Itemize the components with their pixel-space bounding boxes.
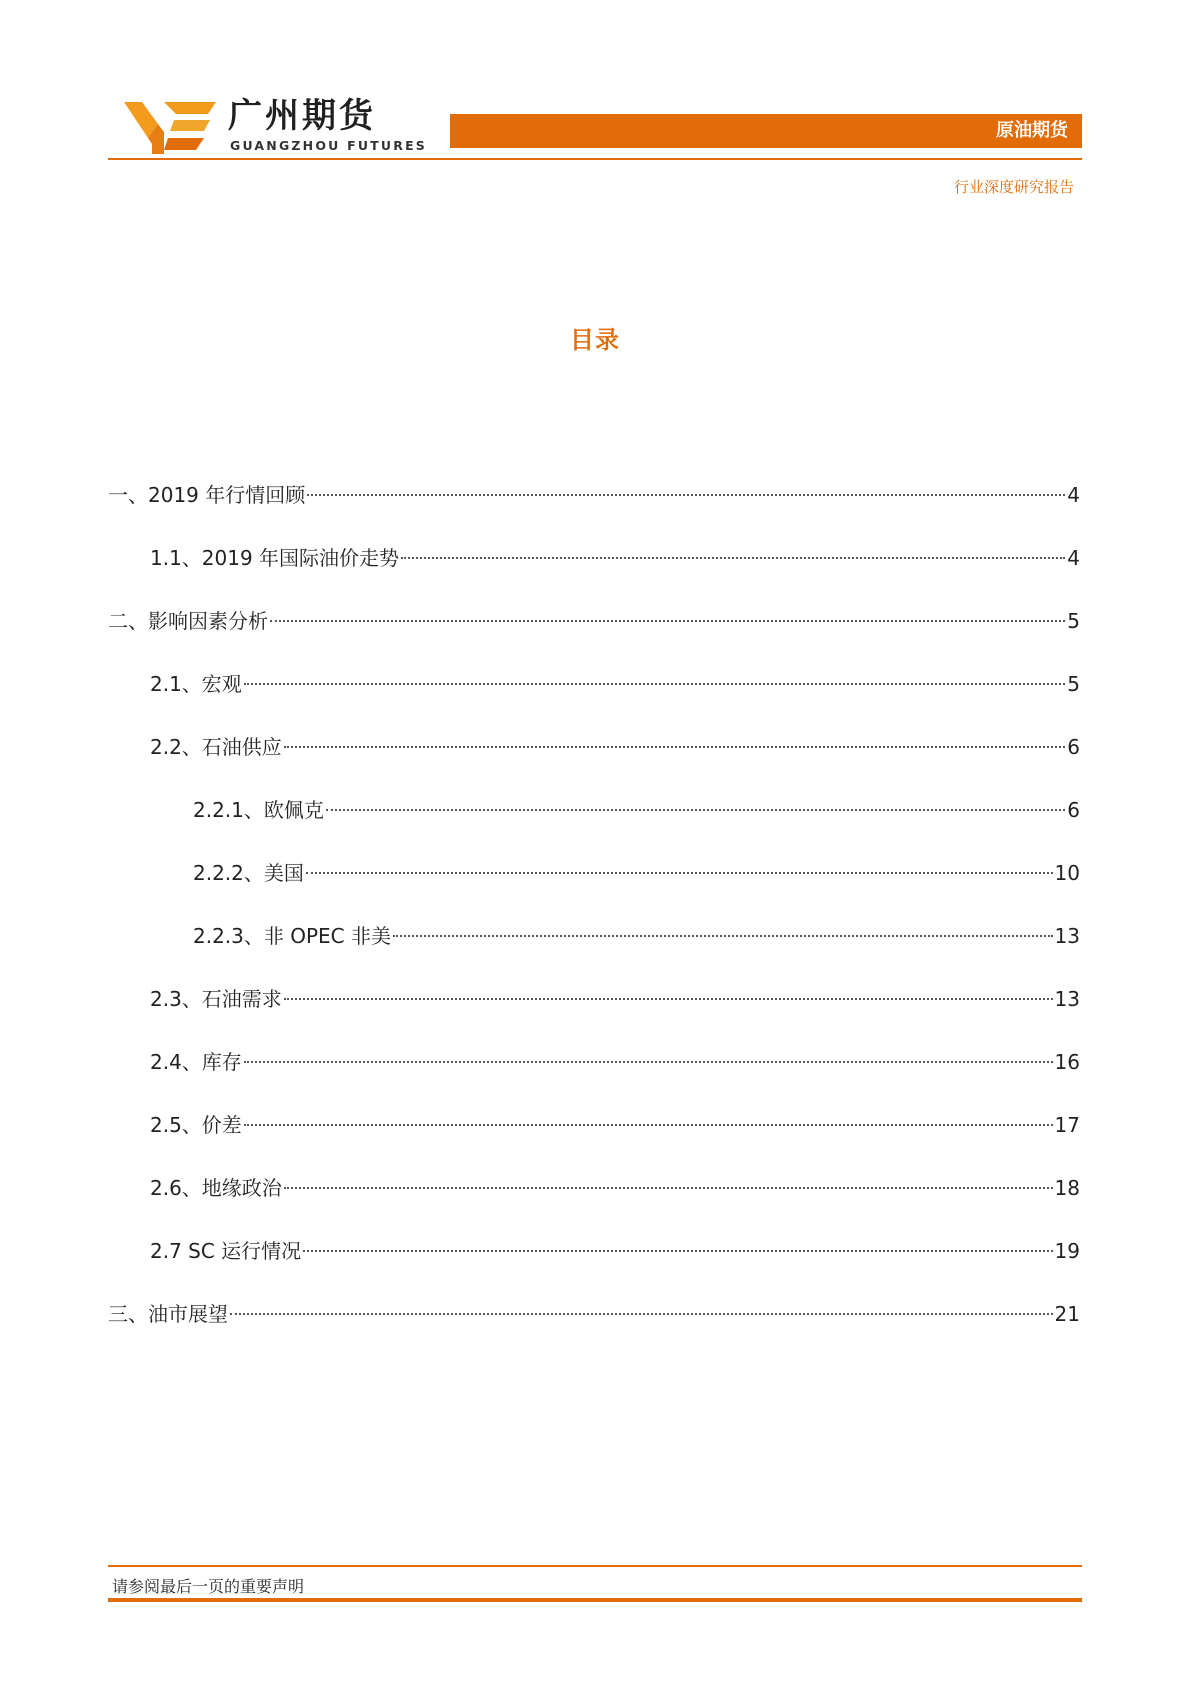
toc-entry-text: 2.1、宏观 xyxy=(150,672,242,696)
toc-entry-text: 2.4、库存 xyxy=(150,1050,242,1074)
toc-entry[interactable] xyxy=(193,920,1080,950)
toc-entry-page: 6 xyxy=(1067,798,1080,822)
toc-entry-page: 13 xyxy=(1054,924,1080,948)
toc-dot-leader xyxy=(230,1313,1053,1315)
toc-entry-page: 18 xyxy=(1054,1176,1080,1200)
yf-logo-icon xyxy=(124,98,216,154)
toc-dot-leader xyxy=(284,1187,1053,1189)
toc-entry-page: 10 xyxy=(1054,861,1080,885)
toc-entry[interactable] xyxy=(193,794,1080,824)
footer-divider-bottom xyxy=(108,1598,1082,1602)
toc-entry-text: 2.2、石油供应 xyxy=(150,735,282,759)
toc-dot-leader xyxy=(284,998,1053,1000)
toc-entry[interactable] xyxy=(108,605,1080,635)
footer-disclaimer: 请参阅最后一页的重要声明 xyxy=(112,1577,305,1596)
toc-entry[interactable] xyxy=(150,731,1080,761)
toc-entry[interactable] xyxy=(193,857,1080,887)
toc-entry[interactable] xyxy=(150,1172,1080,1202)
toc-entry[interactable] xyxy=(150,983,1080,1013)
toc-entry[interactable] xyxy=(108,479,1080,509)
toc-dot-leader xyxy=(401,557,1065,559)
toc-entry-page: 17 xyxy=(1054,1113,1080,1137)
toc-entry-text: 2.3、石油需求 xyxy=(150,987,282,1011)
footer-divider-top xyxy=(108,1565,1082,1567)
toc-entry[interactable] xyxy=(150,1109,1080,1139)
header-category-bar xyxy=(450,114,1082,148)
toc-entry-text: 2.2.3、非 OPEC 非美 xyxy=(193,924,392,948)
toc-dot-leader xyxy=(244,683,1065,685)
toc-entry-text: 二、影响因素分析 xyxy=(108,609,268,633)
toc-entry[interactable] xyxy=(150,542,1080,572)
toc-entry-page: 19 xyxy=(1054,1239,1080,1263)
report-type-label: 行业深度研究报告 xyxy=(953,178,1074,196)
toc-entry-page: 4 xyxy=(1067,483,1080,507)
toc-entry-page: 21 xyxy=(1054,1302,1080,1326)
toc-entry-text: 2.6、地缘政治 xyxy=(150,1176,282,1200)
category-label: 原油期货 xyxy=(996,120,1068,141)
logo-english-name: GUANGZHOU FUTURES xyxy=(230,138,428,153)
toc-entry-page: 6 xyxy=(1067,735,1080,759)
toc-dot-leader xyxy=(307,494,1065,496)
toc-dot-leader xyxy=(244,1061,1053,1063)
toc-entry-text: 三、油市展望 xyxy=(108,1302,228,1326)
toc-dot-leader xyxy=(306,872,1053,874)
header-divider xyxy=(108,158,1082,160)
toc-dot-leader xyxy=(326,809,1065,811)
toc-entry-page: 5 xyxy=(1067,672,1080,696)
toc-entry[interactable] xyxy=(150,1235,1080,1265)
toc-dot-leader xyxy=(270,620,1065,622)
logo-chinese-name: 广州期货 xyxy=(228,96,376,136)
toc-entry-text: 2.2.2、美国 xyxy=(193,861,304,885)
toc-entry-text: 一、2019 年行情回顾 xyxy=(108,483,306,507)
toc-dot-leader xyxy=(303,1250,1052,1252)
toc-entry-text: 2.7 SC 运行情况 xyxy=(150,1239,302,1263)
company-logo xyxy=(124,96,428,158)
toc-title: 目录 xyxy=(570,326,620,354)
toc-entry-page: 5 xyxy=(1067,609,1080,633)
toc-entry-text: 1.1、2019 年国际油价走势 xyxy=(150,546,400,570)
toc-entry-text: 2.5、价差 xyxy=(150,1113,242,1137)
toc-dot-leader xyxy=(284,746,1065,748)
toc-entry[interactable] xyxy=(150,668,1080,698)
toc-entry[interactable] xyxy=(108,1298,1080,1328)
toc-entry-text: 2.2.1、欧佩克 xyxy=(193,798,324,822)
toc-entry-page: 4 xyxy=(1067,546,1080,570)
toc-entry-page: 16 xyxy=(1054,1050,1080,1074)
toc-entry-page: 13 xyxy=(1054,987,1080,1011)
toc-dot-leader xyxy=(244,1124,1053,1126)
toc-dot-leader xyxy=(393,935,1053,937)
toc-entry[interactable] xyxy=(150,1046,1080,1076)
